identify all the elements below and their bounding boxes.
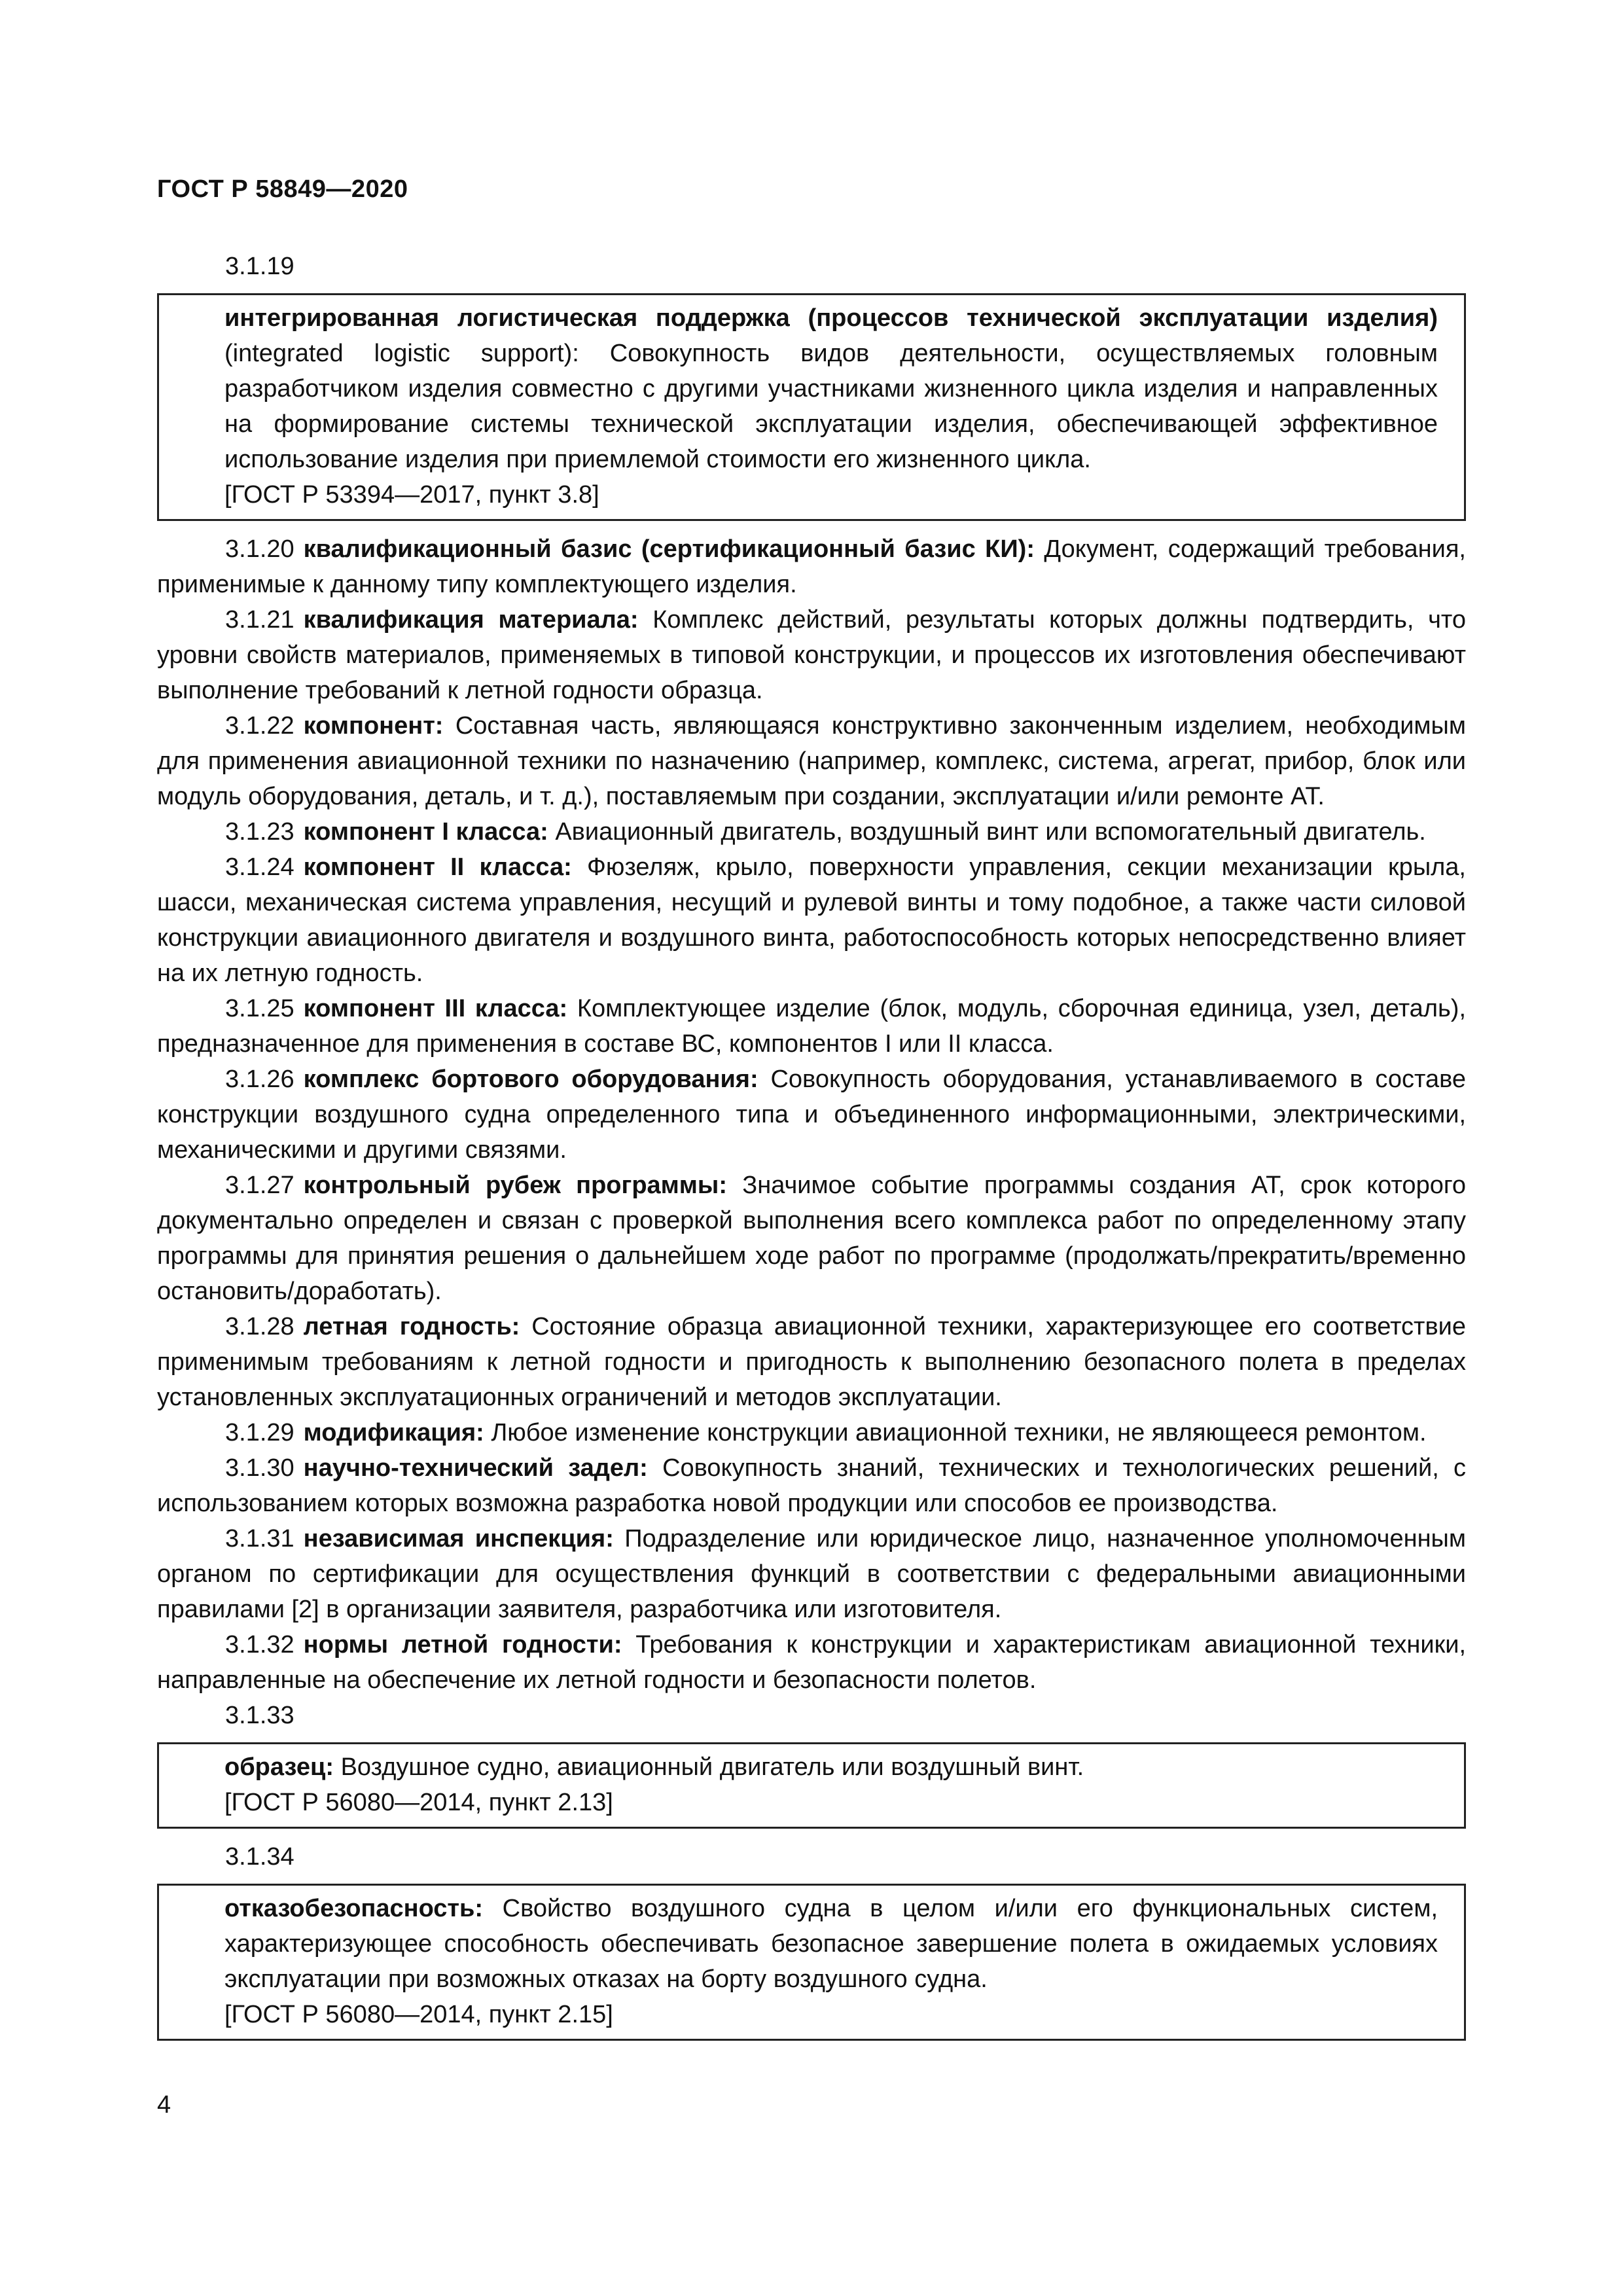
- term-definition: Документ, содержащий требования, применимые к данному типу комплектующего изделия.: [157, 535, 1466, 598]
- term-entry: [157, 991, 1466, 1062]
- term-title: квалификация материала:: [303, 606, 639, 634]
- term-entry: [157, 602, 1466, 708]
- term-title: модификация:: [303, 1419, 484, 1446]
- term-definition: Воздушное судно, авиационный двигатель или воздушный винт.: [334, 1753, 1084, 1781]
- quoted-definition-box: [157, 1742, 1466, 1829]
- term-definition: Авиационный двигатель, воздушный винт или вспомогательный двигатель.: [548, 818, 1426, 846]
- term-title: образец:: [224, 1753, 334, 1781]
- term-definition: Составная часть, являющаяся конструктивно законченным изделием, необходимым для применения авиационной техники по назначению (например, комплекс, система, агрегат, прибор, блок или модуль оборудования, деталь, и т. д.), поставляемым при создании, эксплуатации и/или ремонте АТ.: [157, 712, 1466, 810]
- term-entry: [157, 1062, 1466, 1168]
- quoted-definition-box: [157, 293, 1466, 521]
- term-entry: [157, 1627, 1466, 1698]
- document-code-header: ГОСТ Р 58849—2020: [157, 175, 408, 203]
- term-entry: [157, 531, 1466, 602]
- page-number: 4: [157, 2091, 171, 2119]
- term-number: 3.1.29: [225, 1419, 294, 1446]
- term-definition: (integrated logistic support): Совокупность видов деятельности, осуществляемых головным разработчиком изделия совместно с другими участниками жизненного цикла изделия и направленных на формирование системы технической эксплуатации изделия, обеспечивающей эффективное использование изделия при приемлемой стоимости его жизненного цикла.: [224, 340, 1438, 473]
- term-definition: Свойство воздушного судна в целом и/или его функциональных систем, характеризующее способность обеспечивать безопасное завершение полета в ожидаемых условиях эксплуатации при возможных отказах на борту воздушного судна.: [224, 1895, 1438, 1993]
- term-title: комплекс бортового оборудования:: [303, 1066, 758, 1093]
- term-title: компонент III класса:: [303, 995, 568, 1022]
- term-number: 3.1.24: [225, 853, 294, 881]
- term-number: 3.1.26: [225, 1066, 294, 1093]
- term-number: 3.1.28: [225, 1313, 294, 1340]
- term-number-3-1-34: 3.1.34: [225, 1843, 294, 1871]
- term-number-3-1-19: 3.1.19: [225, 253, 294, 280]
- term-source-reference: [ГОСТ Р 56080—2014, пункт 2.13]: [224, 1789, 613, 1816]
- term-title: интегрированная логистическая поддержка (процессов технической эксплуатации изделия): [224, 304, 1438, 332]
- terms-section: [157, 249, 1466, 2051]
- term-title: квалификационный базис (сертификационный базис КИ):: [303, 535, 1035, 563]
- term-entry: [157, 1309, 1466, 1415]
- term-source-reference: [ГОСТ Р 53394—2017, пункт 3.8]: [224, 481, 599, 509]
- term-definition: Совокупность оборудования, устанавливаемого в составе конструкции воздушного судна определенного типа и объединенного информационными, электрическими, механическими и другими связями.: [157, 1066, 1466, 1164]
- term-definition: Фюзеляж, крыло, поверхности управления, секции механизации крыла, шасси, механическая система управления, несущий и рулевой винты и тому подобное, а также части силовой конструкции авиационного двигателя и воздушного винта, работоспособность которых непосредственно влияет на их летную годность.: [157, 853, 1466, 987]
- term-definition: Значимое событие программы создания АТ, срок которого документально определен и связан с проверкой выполнения всего комплекса работ по определенному этапу программы для принятия решения о дальнейшем ходе работ по программе (продолжать/прекратить/временно остановить/доработать).: [157, 1172, 1466, 1305]
- term-definition: Комплектующее изделие (блок, модуль, сборочная единица, узел, деталь), предназначенное для применения в составе ВС, компонентов I или II класса.: [157, 995, 1467, 1058]
- term-definition: Подразделение или юридическое лицо, назначенное уполномоченным органом по сертификации для осуществления функций в соответствии с федеральными авиационными правилами [2] в организации заявителя, разработчика или изготовителя.: [157, 1525, 1466, 1623]
- term-definition: Комплекс действий, результаты которых должны подтвердить, что уровни свойств материалов, применяемых в типовой конструкции, и процессов их изготовления обеспечивают выполнение требований к летной годности образца.: [157, 606, 1466, 704]
- term-title: контрольный рубеж программы:: [303, 1172, 727, 1199]
- term-number-3-1-33: 3.1.33: [225, 1702, 294, 1729]
- term-number: 3.1.20: [225, 535, 294, 563]
- term-definition: Любое изменение конструкции авиационной техники, не являющееся ремонтом.: [484, 1419, 1427, 1446]
- quoted-definition-box: [157, 1884, 1466, 2041]
- term-title: научно-технический задел:: [303, 1454, 648, 1482]
- term-entry: [157, 1521, 1466, 1627]
- term-title: отказобезопасность:: [224, 1895, 484, 1922]
- term-number: 3.1.32: [225, 1631, 294, 1659]
- term-title: нормы летной годности:: [303, 1631, 622, 1659]
- term-definition: Состояние образца авиационной техники, характеризующее его соответствие применимым требованиям к летной годности и пригодность к выполнению безопасного полета в пределах установленных эксплуатационных ограничений и методов эксплуатации.: [157, 1313, 1467, 1411]
- term-number: 3.1.21: [225, 606, 294, 634]
- term-title: независимая инспекция:: [303, 1525, 614, 1552]
- term-entry: [157, 850, 1466, 991]
- term-title: компонент I класса:: [303, 818, 548, 846]
- term-number: 3.1.31: [225, 1525, 294, 1552]
- term-definition: Требования к конструкции и характеристикам авиационной техники, направленные на обеспечение их летной годности и безопасности полетов.: [157, 1631, 1467, 1694]
- term-title: летная годность:: [303, 1313, 520, 1340]
- term-number: 3.1.30: [225, 1454, 294, 1482]
- term-entry: [157, 708, 1466, 814]
- term-source-reference: [ГОСТ Р 56080—2014, пункт 2.15]: [224, 2001, 613, 2028]
- term-number: 3.1.23: [225, 818, 294, 846]
- term-number: 3.1.25: [225, 995, 294, 1022]
- term-entry: [157, 1450, 1466, 1521]
- term-number: 3.1.22: [225, 712, 294, 740]
- term-entry: [157, 1168, 1466, 1309]
- term-entry: [157, 814, 1466, 850]
- term-title: компонент:: [303, 712, 444, 740]
- term-definition: Совокупность знаний, технических и технологических решений, с использованием которых возможна разработка новой продукции или способов ее производства.: [157, 1454, 1466, 1517]
- term-entry: [157, 1415, 1466, 1450]
- term-number: 3.1.27: [225, 1172, 294, 1199]
- term-title: компонент II класса:: [303, 853, 572, 881]
